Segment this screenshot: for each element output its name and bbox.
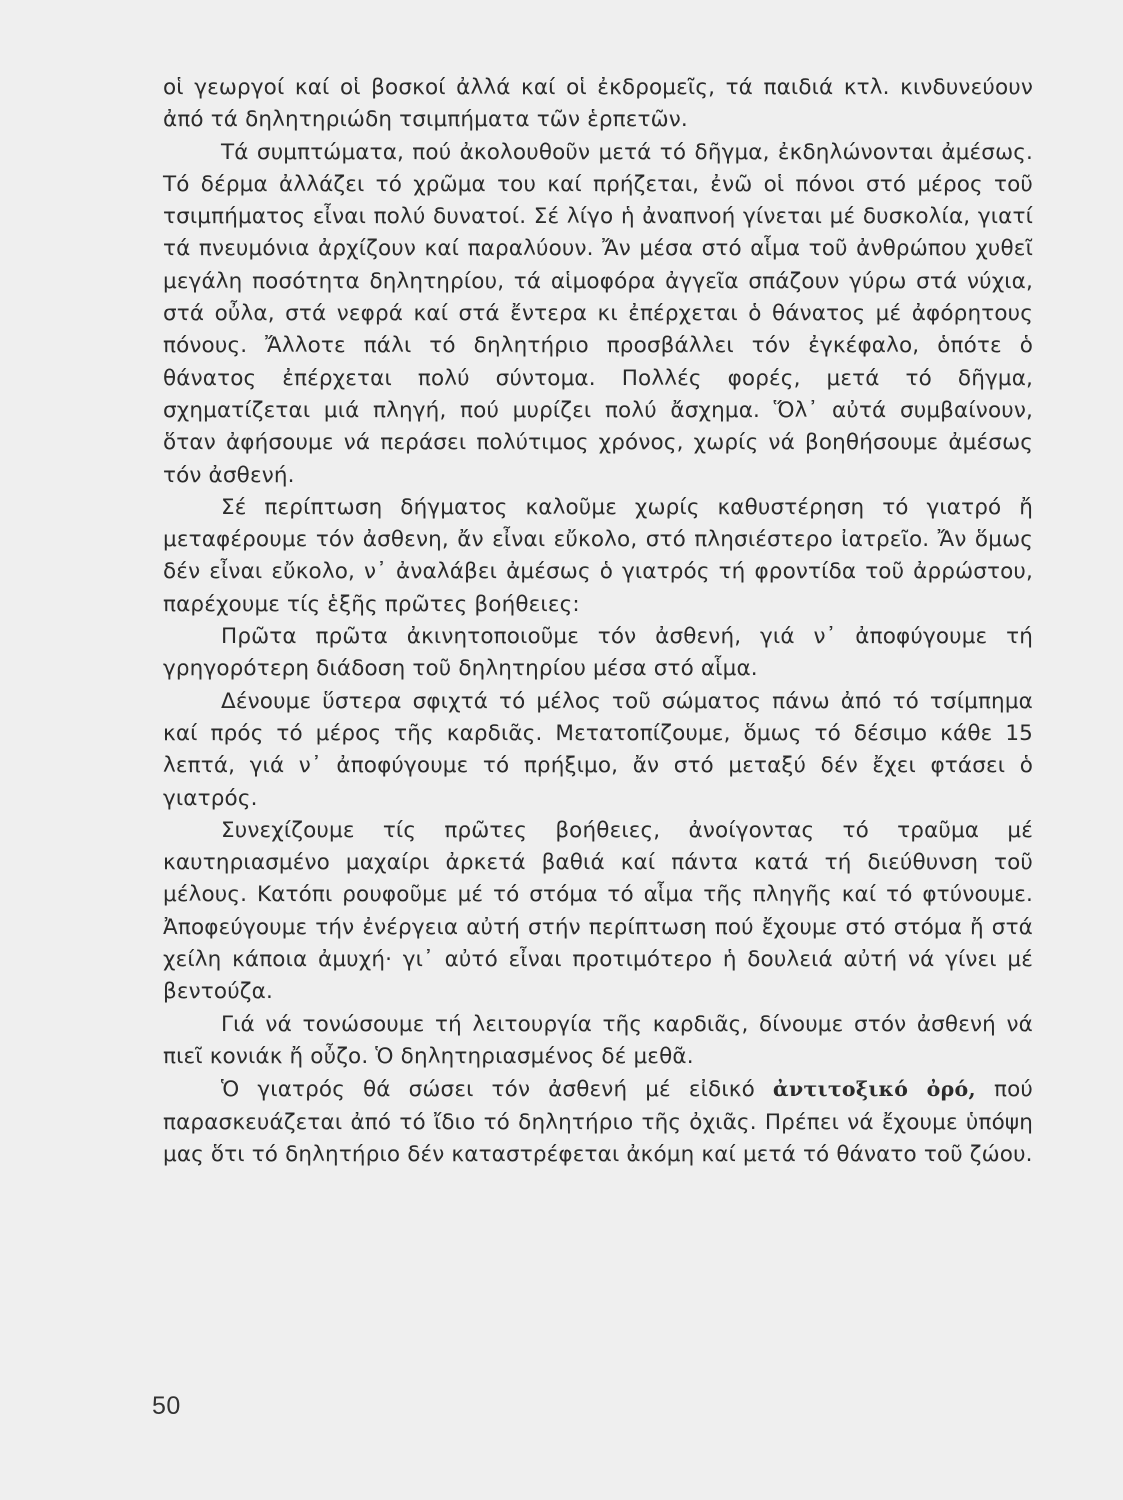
paragraph-first-aid-intro: Σέ περίπτωση δήγματος καλοῦμε χωρίς καθυστέρηση τό γιατρό ἤ μεταφέρουμε τόν ἀσθενη, ἄν εἶναι εὔκολο, στό πλησιέστερο ἰατρεῖο. Ἄν ὅμως δέν εἶναι εὔκολο, ν᾽ ἀναλάβει ἀμέσως ὁ γιατρός τή φροντίδα τοῦ ἀρρώστου, παρέχουμε τίς ἑξῆς πρῶτες βοήθειες: <box>163 494 1033 617</box>
antitoxin-bold-term: ἀντιτοξικό ὀρό, <box>772 1077 976 1102</box>
paragraph-continuation: οἱ γεωργοί καί οἱ βοσκοί ἀλλά καί οἱ ἐκδρομεῖς, τά παιδιά κτλ. κινδυνεύουν ἀπό τά δηλητηριώδη τσιμπήματα τῶν ἑρπετῶν. <box>163 75 1033 133</box>
paragraph-immobilize: Πρῶτα πρῶτα ἀκινητοποιοῦμε τόν ἀσθενή, γιά ν᾽ ἀποφύγουμε τή γρηγορότερη διάδοση τοῦ δηλητηρίου μέσα στό αἷμα. <box>163 624 1033 682</box>
paragraph-tourniquet: Δένουμε ὕστερα σφιχτά τό μέλος τοῦ σώματος πάνω ἀπό τό τσίμπημα καί πρός τό μέρος τῆς καρδιᾶς. Μετατοπίζουμε, ὅμως τό δέσιμο κάθε 15 λεπτά, γιά ν᾽ ἀποφύγουμε τό πρήξιμο, ἄν στό μεταξύ δέν ἔχει φτάσει ὁ γιατρός. <box>163 688 1033 811</box>
antitoxin-text-after: πού παρασκευάζεται ἀπό τό ἴδιο τό δηλητήριο τῆς ὀχιᾶς. Πρέπει νά ἔχουμε ὑπόψη μας ὅτι τό δηλητήριο δέν καταστρέφεται ἀκόμη καί μετά τό θάνατο τοῦ ζώου. <box>163 1077 1033 1167</box>
paragraph-antitoxin <box>163 1073 1033 1171</box>
paragraph-symptoms: Τά συμπτώματα, πού ἀκολουθοῦν μετά τό δῆγμα, ἐκδηλώνονται ἀμέσως. Τό δέρμα ἀλλάζει τό χρῶμα του καί πρήζεται, ἐνῶ οἱ πόνοι στό μέρος τοῦ τσιμπήματος εἶναι πολύ δυνατοί. Σέ λίγο ἡ ἀναπνοή γίνεται μέ δυσκολία, γιατί τά πνευμόνια ἀρχίζουν καί παραλύουν. Ἄν μέσα στό αἷμα τοῦ ἀνθρώπου χυθεῖ μεγάλη ποσότητα δηλητηρίου, τά αἱμοφόρα ἀγγεῖα σπάζουν γύρω στά νύχια, στά οὖλα, στά νεφρά καί στά ἔντερα κι ἐπέρχεται ὁ θάνατος μέ ἀφόρητους πόνους. Ἄλλοτε πάλι τό δηλητήριο προσβάλλει τόν ἐγκέφαλο, ὁπότε ὁ θάνατος ἐπέρχεται πολύ σύντομα. Πολλές φορές, μετά τό δῆγμα, σχηματίζεται μιά πληγή, πού μυρίζει πολύ ἄσχημα. Ὅλ᾽ αὐτά συμβαίνουν, ὅταν ἀφήσουμε νά περάσει πολύτιμος χρόνος, χωρίς νά βοηθήσουμε ἀμέσως τόν ἀσθενή. <box>163 139 1033 488</box>
antitoxin-text-before: Ὁ γιατρός θά σώσει τόν ἀσθενή μέ εἰδικό <box>221 1077 773 1103</box>
body-text <box>163 72 1033 1171</box>
page-number: 50 <box>152 1392 181 1420</box>
paragraph-heart-support: Γιά νά τονώσουμε τή λειτουργία τῆς καρδιᾶς, δίνουμε στόν ἀσθενή νά πιεῖ κονιάκ ἤ οὖζο. Ὁ δηλητηριασμένος δέ μεθᾶ. <box>163 1011 1033 1069</box>
paragraph-wound-care: Συνεχίζουμε τίς πρῶτες βοήθειες, ἀνοίγοντας τό τραῦμα μέ καυτηριασμένο μαχαίρι ἀρκετά βαθιά καί πάντα κατά τή διεύθυνση τοῦ μέλους. Κατόπι ρουφοῦμε μέ τό στόμα τό αἷμα τῆς πληγῆς καί τό φτύνουμε. Ἀποφεύγουμε τήν ἐνέργεια αὐτή στήν περίπτωση πού ἔχουμε στό στόμα ἤ στά χείλη κάποια ἀμυχή· γι᾽ αὐτό εἶναι προτιμότερο ἡ δουλειά αὐτή νά γίνει μέ βεντούζα. <box>163 817 1033 1005</box>
